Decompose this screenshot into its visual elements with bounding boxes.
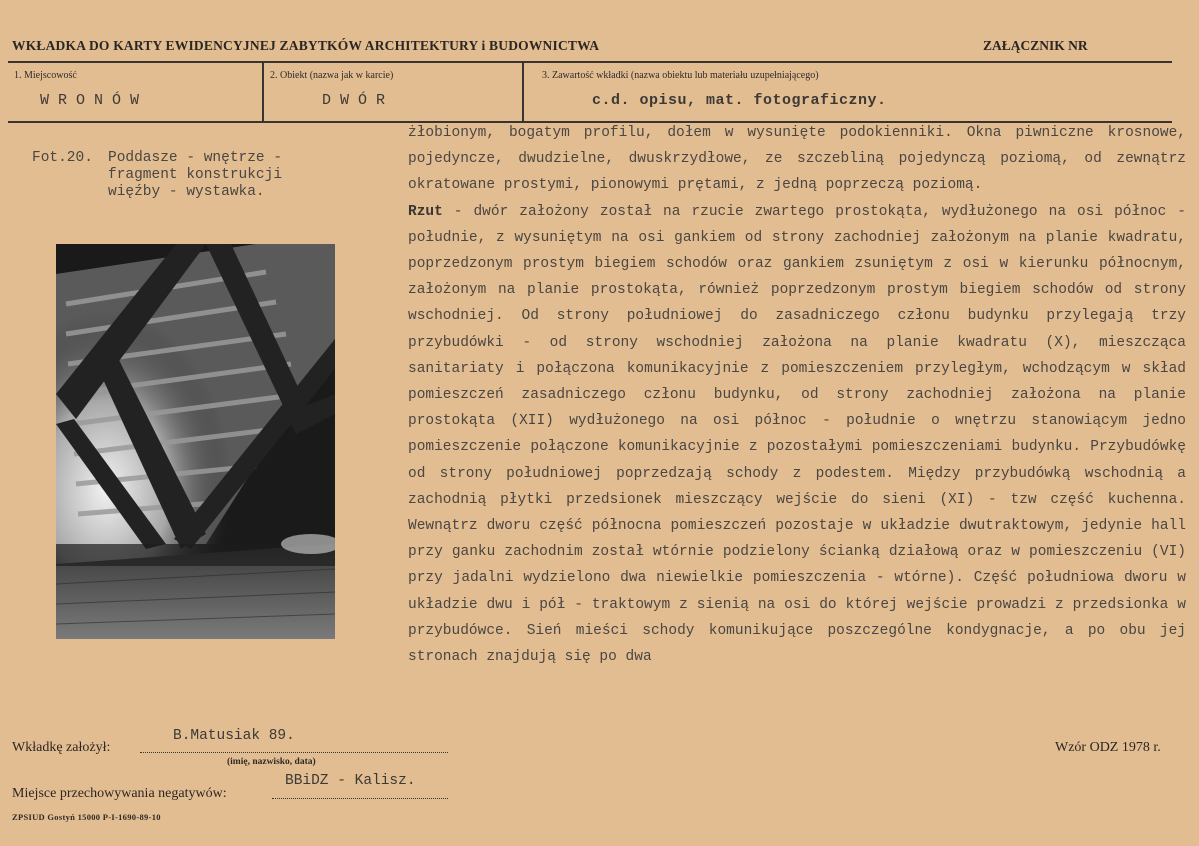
header-rule bbox=[8, 61, 1172, 63]
section-text-plan: - dwór założony został na rzucie zwartego prostokąta, wydłużonego na osi północ - południe, z wysuniętym na osi gankiem od strony zachodniej założonym na planie kwadratu, poprzedzonym prostym biegiem schodów oraz gankiem zsuniętym z osi w kierunku północnym, założonym na planie prostokąta, również poprzedzonym prostym biegiem schodów od strony wschodniej. Od strony południowej do zasadniczego członu budynku przylegają trzy przybudówki - od strony wschodniej założona na planie kwadratu (X), mieszcząca sanitariaty i połączona komunikacyjnie z pomieszczeniem przyległym, wchodzącym w skład pomieszczeń zasadniczego członu budynku, od strony zachodniej założona na planie prostokąta (XII) wydłużonego na osi północ - południe o wnętrzu stanowiącym jedno pomieszczenie połączone komunikacyjnie z pozostałymi pomieszczeniami budynku. Przybudówkę od strony południowej poprzedzają schody z podestem. Między przybudówką wschodnią a zachodnią płytki przedsionek mieszczący wejście do sieni (XI) - tzw część kuchenna. Wewnątrz dworu część północna pomieszczeń pozostaje w układzie dwutraktowym, jedynie hall przy ganku zachodnim został wtórnie podzielony ścianką działową oraz w pomieszczeniu (VI) przy jadalni wydzielono dwa niewielkie pomieszczenia - wtórne). Część południowa dworu w układzie dwu i pół - traktowym z sienią na osi do której wejście prowadzi z przedsionka w przybudówce. Sień mieści schody komunikujące poszczególne kondygnacje, a po obu jej stronach znajdują się po dwa bbox=[408, 203, 1186, 666]
made-by-note: (imię, nazwisko, data) bbox=[227, 757, 316, 767]
annex-label: ZAŁĄCZNIK NR bbox=[983, 38, 1088, 53]
made-by-value: B.Matusiak 89. bbox=[173, 728, 295, 744]
photo-caption bbox=[32, 150, 322, 201]
description-plan bbox=[408, 199, 1186, 671]
description-intro: żłobionym, bogatym profilu, dołem w wysunięte podokienniki. Okna piwniczne krosnowe, pojedyncze, dwudzielne, dwuskrzydłowe, ze szczebliną pojedynczą poziomą, od zewnątrz okratowane prostymi, pionowymi prętami, z jedną poprzeczą poziomą. bbox=[408, 125, 1186, 194]
made-by-line bbox=[140, 752, 448, 753]
description-text bbox=[408, 120, 1186, 670]
fields-divider-1 bbox=[262, 63, 264, 121]
storage-value: BBiDZ - Kalisz. bbox=[285, 773, 416, 789]
object-value: DWÓR bbox=[322, 92, 395, 109]
town-value: WRONÓW bbox=[40, 92, 149, 109]
photo-number: Fot.20. bbox=[32, 150, 93, 166]
attic-photo bbox=[56, 244, 335, 639]
contents-value: c.d. opisu, mat. fotograficzny. bbox=[592, 92, 887, 109]
fields-divider-2 bbox=[522, 63, 524, 121]
attic-rafters-image bbox=[56, 244, 335, 639]
town-label: 1. Miejscowość bbox=[14, 70, 77, 81]
form-template-label: Wzór ODZ 1978 r. bbox=[1055, 740, 1161, 755]
section-heading-plan: Rzut bbox=[408, 203, 443, 220]
object-label: 2. Obiekt (nazwa jak w karcie) bbox=[270, 70, 394, 81]
photo-caption-text: Poddasze - wnętrze - fragment konstrukcji więźby - wystawka. bbox=[108, 150, 283, 200]
card-title: WKŁADKA DO KARTY EWIDENCYJNEJ ZABYTKÓW ARCHITEKTURY i BUDOWNICTWA bbox=[12, 38, 600, 53]
made-by-label: Wkładkę założył: bbox=[12, 740, 111, 755]
contents-label: 3. Zawartość wkładki (nazwa obiektu lub materiału uzupełniającego) bbox=[542, 70, 819, 81]
printer-imprint: ZPSIUD Gostyń 15000 P-I-1690-89-10 bbox=[12, 812, 161, 822]
storage-label: Miejsce przechowywania negatywów: bbox=[12, 786, 227, 801]
storage-line bbox=[272, 798, 448, 799]
